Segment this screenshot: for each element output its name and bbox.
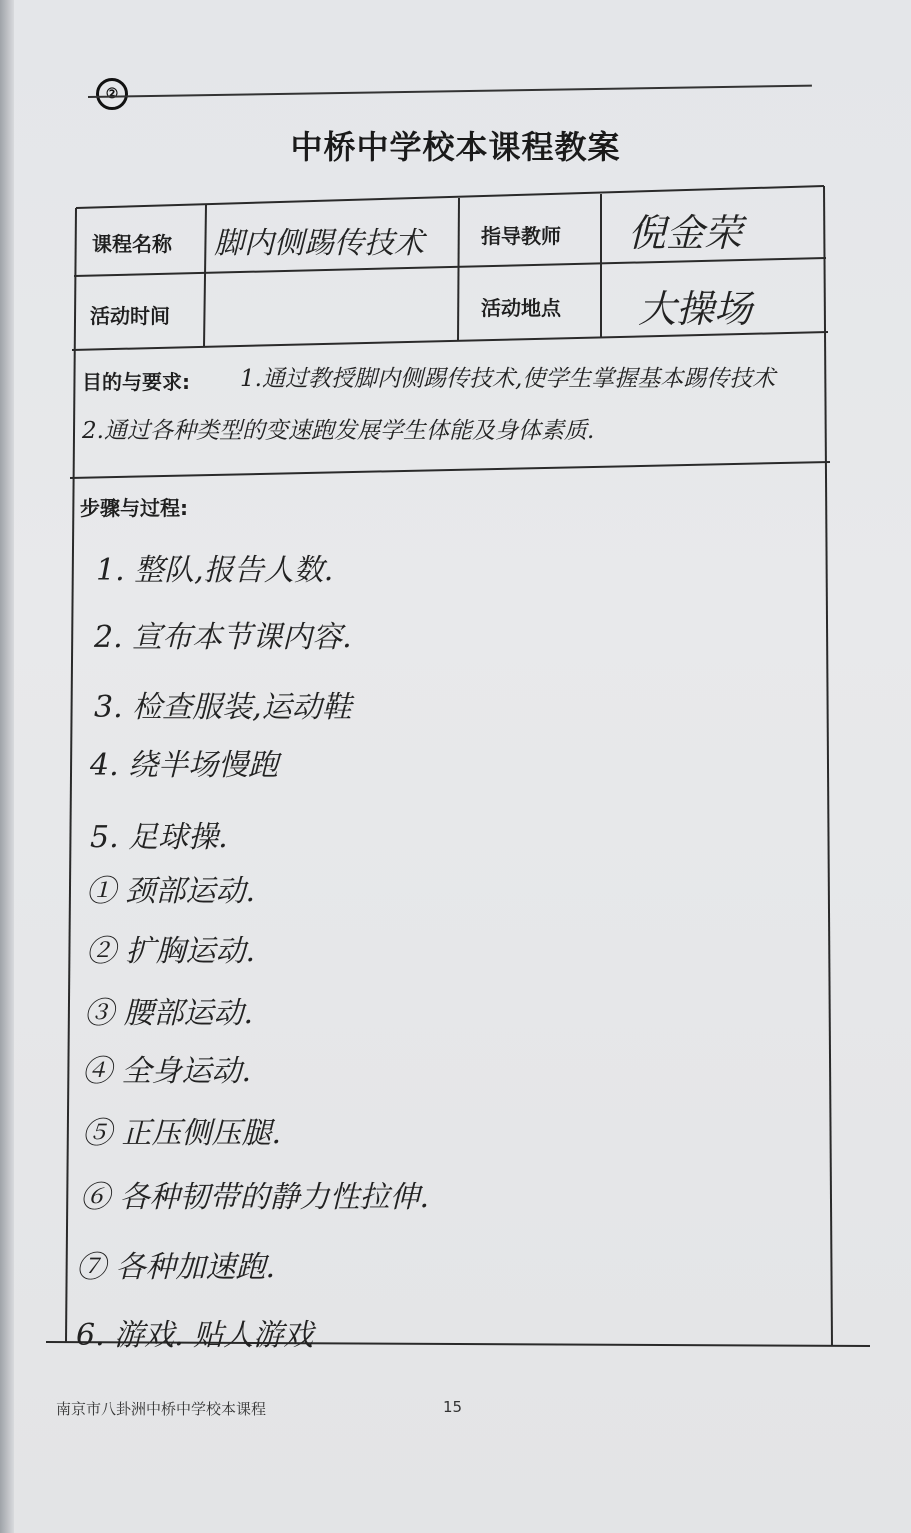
- page-marker: ②: [96, 78, 128, 110]
- step-item: 6. 游戏. 贴人游戏: [76, 1318, 314, 1353]
- step-item: ① 颈部运动.: [86, 874, 256, 909]
- step-item: 2. 宣布本节课内容.: [94, 620, 352, 655]
- step-item: ⑥ 各种韧带的静力性拉伸.: [80, 1180, 430, 1215]
- steps-label: 步骤与过程:: [80, 496, 188, 520]
- step-item: 3. 检查服装,运动鞋: [94, 690, 352, 725]
- course-name-value: 脚内侧踢传技术: [214, 226, 424, 261]
- step-item: ② 扩胸运动.: [86, 934, 256, 969]
- course-name-label: 课程名称: [92, 232, 172, 256]
- purpose-line-2: 2.通过各种类型的变速跑发展学生体能及身体素质.: [82, 418, 595, 444]
- step-item: ⑦ 各种加速跑.: [76, 1250, 276, 1285]
- step-item: ③ 腰部运动.: [84, 996, 254, 1031]
- step-item: 1. 整队,报告人数.: [96, 553, 334, 588]
- step-item: 4. 绕半场慢跑: [90, 748, 279, 783]
- purpose-line-1: 1.通过教授脚内侧踢传技术,使学生掌握基本踢传技术: [240, 366, 776, 392]
- footer-page-number: 15: [443, 1398, 463, 1416]
- page-title: 中桥中学校本课程教案: [290, 128, 621, 166]
- teacher-label: 指导教师: [481, 224, 561, 248]
- purpose-label: 目的与要求:: [82, 370, 190, 394]
- teacher-value: 倪金荣: [628, 211, 743, 255]
- step-item: ⑤ 正压侧压腿.: [82, 1116, 282, 1151]
- time-label: 活动时间: [90, 304, 170, 328]
- footer-school: 南京市八卦洲中桥中学校本课程: [56, 1400, 267, 1418]
- step-item: ④ 全身运动.: [82, 1054, 252, 1089]
- step-item: 5. 足球操.: [90, 820, 228, 855]
- place-label: 活动地点: [481, 296, 561, 320]
- place-value: 大操场: [638, 287, 753, 331]
